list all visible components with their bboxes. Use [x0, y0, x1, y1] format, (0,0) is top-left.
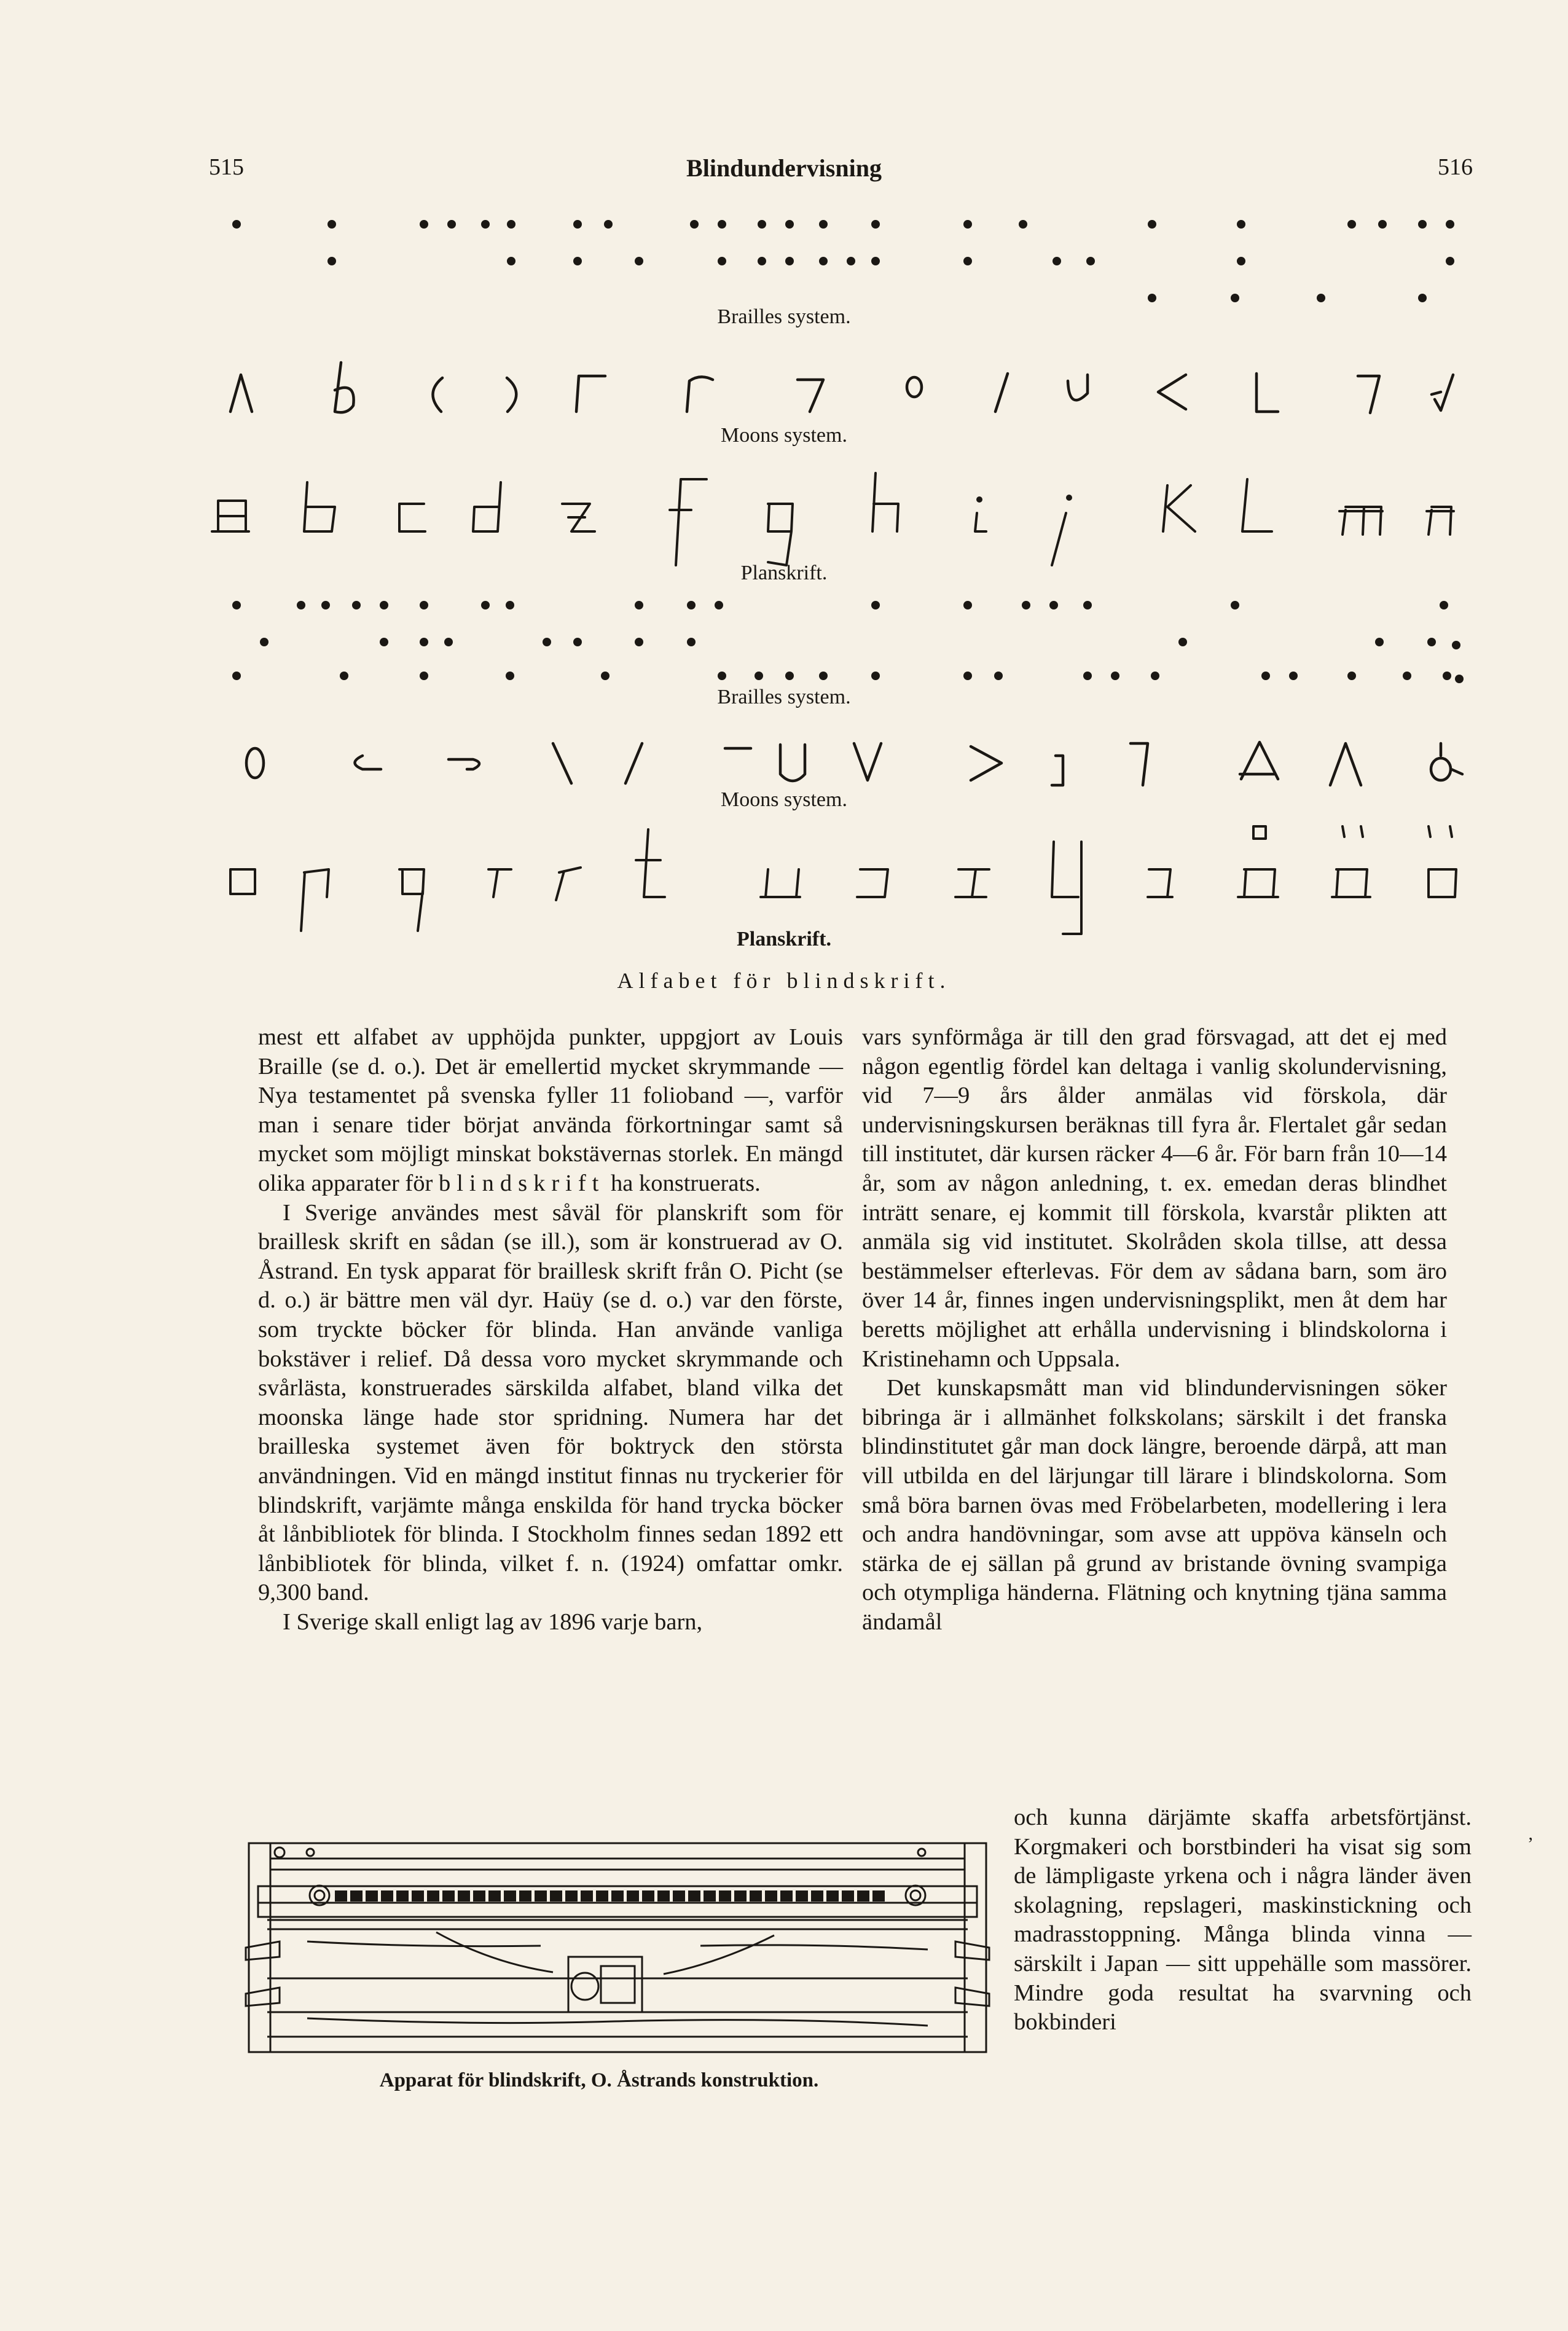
caption-braille-1: Brailles system.: [717, 305, 851, 328]
caption-moon-1: Moons system.: [721, 424, 847, 447]
planskrift-glyphs-row-1: [0, 442, 1568, 571]
running-title: Blindundervisning: [686, 154, 882, 182]
right-paragraph-2: Det kunskapsmått man vid blindundervisningen söker bibringa är i allmänhet folkskolans; särskilt i det franska blindinstitutet går man dock längre, beroende därpå, att man vill utbilda en del lärjungar till lärare i blindskolorna. Som små böra barnen övas med Fröbelarbeten, modellering i lera och andra handövningar, som avse att uppöva känseln och stärka de ej sällan på grund av bristande övning svampiga och otympliga händerna. Flätning och knytning tjäna samma ändamål: [862, 1375, 1447, 1635]
left-paragraph-1-end: ha konstruerats.: [611, 1170, 761, 1196]
braille-apparatus-illustration: [233, 1834, 1002, 2064]
braille-dots-row-1: [0, 203, 1568, 307]
left-paragraph-1: [258, 1023, 843, 1199]
page-number-left: 515: [209, 154, 244, 180]
margin-mark: ʼ: [1527, 1834, 1534, 1854]
right-paragraph-2-continued: och kunna därjämte skaffa arbetsförtjänst. Korgmakeri och borstbinderi ha visat sig som de lämpligaste yrkena och i några länder även skolagning, repslageri, maskinstickning och madrasstoppning. Många blinda vinna — särskilt i Japan — sitt uppehälle som massörer. Mindre goda resultat ha svarvning och bokbinderi: [1014, 1804, 1472, 2035]
emphasized-term: blindskrift: [438, 1170, 605, 1196]
planskrift-glyphs-row-2: [0, 799, 1568, 940]
caption-braille-2: Brailles system.: [717, 686, 851, 708]
left-paragraph-1-text: mest ett alfabet av upphöjda punkter, uppgjort av Louis Braille (se d. o.). Det är emellertid mycket skrymmande — Nya testamentet på svenska fyller 11 folioband —, varför man i senare tider börjat använda förkortningar samt så mycket som möjligt minskat bokstävernas storlek. En mängd olika apparater för: [258, 1024, 843, 1196]
caption-plan-1: Planskrift.: [740, 562, 828, 584]
right-column: [862, 1023, 1447, 1637]
right-column-wrap: [1014, 1803, 1472, 2037]
braille-dots-row-2: [0, 587, 1568, 691]
alphabet-figure: [0, 0, 1568, 1008]
caption-moon-2: Moons system.: [721, 788, 847, 811]
page-number-right: 516: [1438, 154, 1473, 180]
apparatus-caption: Apparat för blindskrift, O. Åstrands konstruktion.: [379, 2069, 819, 2091]
left-paragraph-2: I Sverige användes mest såväl för planskrift som för braillesk skrift en sådan (se ill.), som är konstruerad av O. Åstrand. En tysk apparat för braillesk skrift från O. Picht (se d. o.) är bättre men väl dyr. Haüy (se d. o.) var den förste, som tryckte böcker för blinda. Han använde vanliga bokstäver i relief. Då dessa voro mycket skrymmande och svårlästa, konstruerades särskilda alfabet, bland vilka det moonska länge hade stor spridning. Numera har det brailleska systemet även för boktryck den största användningen. Vid en mängd institut finnas nu tryckerier för blindskrift, varjämte många enskilda för hand trycka böcker åt lånbibliotek för blinda. I Stockholm finnes sedan 1892 ett lånbibliotek för blinda, vilket f. n. (1924) omfattar omkr. 9,300 band.: [258, 1199, 843, 1606]
figure-title: Alfabet för blindskrift.: [617, 968, 951, 993]
left-paragraph-3: I Sverige skall enligt lag av 1896 varje barn,: [283, 1608, 703, 1635]
caption-plan-2: Planskrift.: [737, 928, 831, 950]
left-column: [258, 1023, 843, 1637]
right-paragraph-1: vars synförmåga är till den grad försvagad, att det ej med någon egentlig fördel kan deltaga i vanlig skolundervisning, vid 7—9 års ålder anmälas vid förskola, där undervisningskursen beräknas till fyra år. Flertalet går sedan till institutet, där kursen räcker 4—6 år. För barn från 10—14 år, som av någon anledning, t. ex. emedan deras blindhet inträtt senare, ej kommit till förskola, kvarstår plikten att anmäla sig vid institutet. Skolråden skola tillse, att dessa bestämmelser efterlevas. För dem av sådana barn, som äro över 14 år, finnes ingen undervisningsplikt, men åt dem har beretts möjlighet att erhålla undervisning i blindskolorna i Kristinehamn och Uppsala.: [862, 1024, 1447, 1372]
